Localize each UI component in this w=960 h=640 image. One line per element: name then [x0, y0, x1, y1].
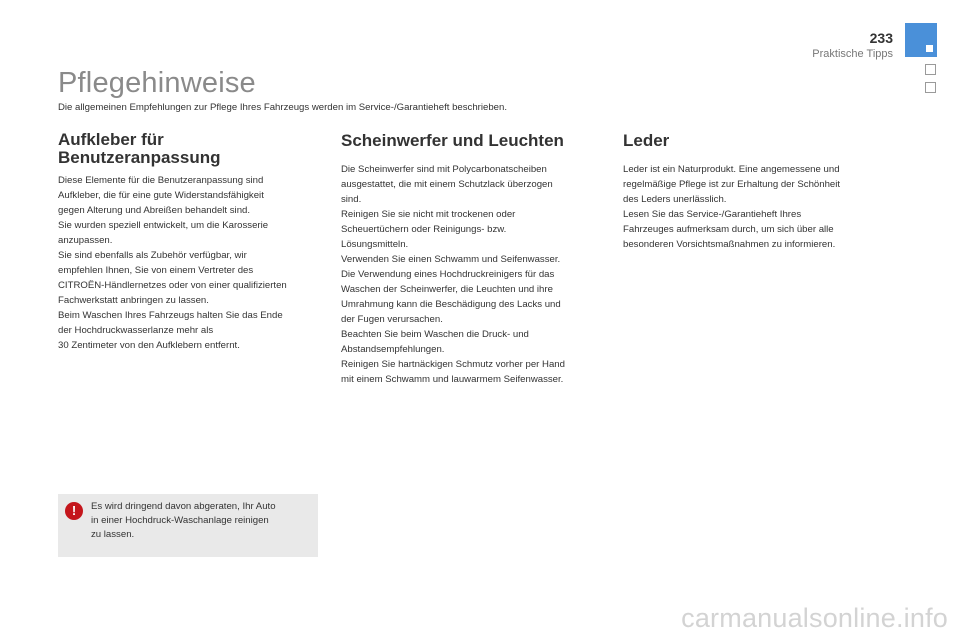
text-line: Scheuertüchern oder Reinigungs- bzw.	[341, 224, 507, 235]
empty-square-icon	[925, 64, 936, 75]
column-body	[623, 162, 885, 252]
text-line: der Hochdruckwasserlanze mehr als	[58, 325, 214, 336]
text-line: Abstandsempfehlungen.	[341, 344, 445, 355]
text-line: Waschen der Scheinwerfer, die Leuchten und ihre	[341, 284, 553, 295]
warning-icon: !	[65, 502, 83, 520]
text-line: regelmäßige Pflege ist zur Erhaltung der Schönheit	[623, 179, 841, 190]
text-line: anzupassen.	[58, 235, 113, 246]
column-leather	[623, 131, 885, 252]
text-line: ausgestattet, die mit einem Schutzlack überzogen	[341, 179, 553, 190]
text-line: gegen Alterung und Abreißen behandelt sind.	[58, 205, 251, 216]
column-body	[341, 162, 603, 387]
page-number: 233	[869, 30, 893, 46]
text-line: Beachten Sie beim Waschen die Druck- und	[341, 329, 529, 340]
text-line: Verwenden Sie einen Schwamm und Seifenwasser.	[341, 254, 561, 265]
text-line: in einer Hochdruck-Waschanlage reinigen	[91, 515, 269, 526]
text-line: Lösungsmitteln.	[341, 239, 409, 250]
text-line: des Leders unerlässlich.	[623, 194, 727, 205]
text-line: CITROËN-Händlernetzes oder von einer qualifizierten	[58, 280, 287, 291]
text-line: Die Scheinwerfer sind mit Polycarbonatscheiben	[341, 164, 547, 175]
text-line: zu lassen.	[91, 529, 135, 540]
column-heading: Aufkleber für Benutzeranpassung	[58, 130, 221, 167]
column-heading: Scheinwerfer und Leuchten	[341, 131, 564, 150]
warning-box	[58, 494, 318, 557]
intro-text: Die allgemeinen Empfehlungen zur Pflege Ihres Fahrzeugs werden im Service-/Garantieheft beschrieben.	[58, 102, 508, 113]
column-headlights	[341, 131, 603, 387]
text-line: Reinigen Sie sie nicht mit trockenen oder	[341, 209, 516, 220]
tab-dot-icon	[926, 45, 933, 52]
text-line: empfehlen Ihnen, Sie von einem Vertreter des	[58, 265, 254, 276]
column-heading: Leder	[623, 131, 670, 150]
text-line: Es wird dringend davon abgeraten, Ihr Auto	[91, 501, 276, 512]
text-line: sind.	[341, 194, 362, 205]
text-line: Leder ist ein Naturprodukt. Eine angemessene und	[623, 164, 840, 175]
text-line: Beim Waschen Ihres Fahrzeugs halten Sie das Ende	[58, 310, 283, 321]
section-tab-marker	[905, 23, 937, 57]
text-line: Sie sind ebenfalls als Zubehör verfügbar, wir	[58, 250, 247, 261]
text-line: Diese Elemente für die Benutzeranpassung sind	[58, 175, 264, 186]
text-line: Lesen Sie das Service-/Garantieheft Ihres	[623, 209, 802, 220]
warning-text	[91, 500, 306, 542]
text-line: der Fugen verursachen.	[341, 314, 443, 325]
text-line: Fachwerkstatt anbringen zu lassen.	[58, 295, 209, 306]
text-line: besonderen Vorsichtsmaßnahmen zu informieren.	[623, 239, 836, 250]
page-title: Pflegehinweise	[58, 67, 256, 99]
text-line: Sie wurden speziell entwickelt, um die Karosserie	[58, 220, 269, 231]
watermark: carmanualsonline.info	[681, 603, 948, 633]
text-line: mit einem Schwamm und lauwarmem Seifenwasser.	[341, 374, 564, 385]
column-body	[58, 173, 320, 353]
text-line: Umrahmung kann die Beschädigung des Lacks und	[341, 299, 561, 310]
section-label: Praktische Tipps	[812, 48, 893, 60]
text-line: Aufkleber, die für eine gute Widerstandsfähigkeit	[58, 190, 264, 201]
text-line: Die Verwendung eines Hochdruckreinigers für das	[341, 269, 555, 280]
empty-square-icon	[925, 82, 936, 93]
text-line: Reinigen Sie hartnäckigen Schmutz vorher per Hand	[341, 359, 565, 370]
column-stickers	[58, 131, 320, 353]
text-line: Fahrzeuges aufmerksam durch, um sich über alle	[623, 224, 834, 235]
text-line: 30 Zentimeter von den Aufklebern entfernt.	[58, 340, 240, 351]
